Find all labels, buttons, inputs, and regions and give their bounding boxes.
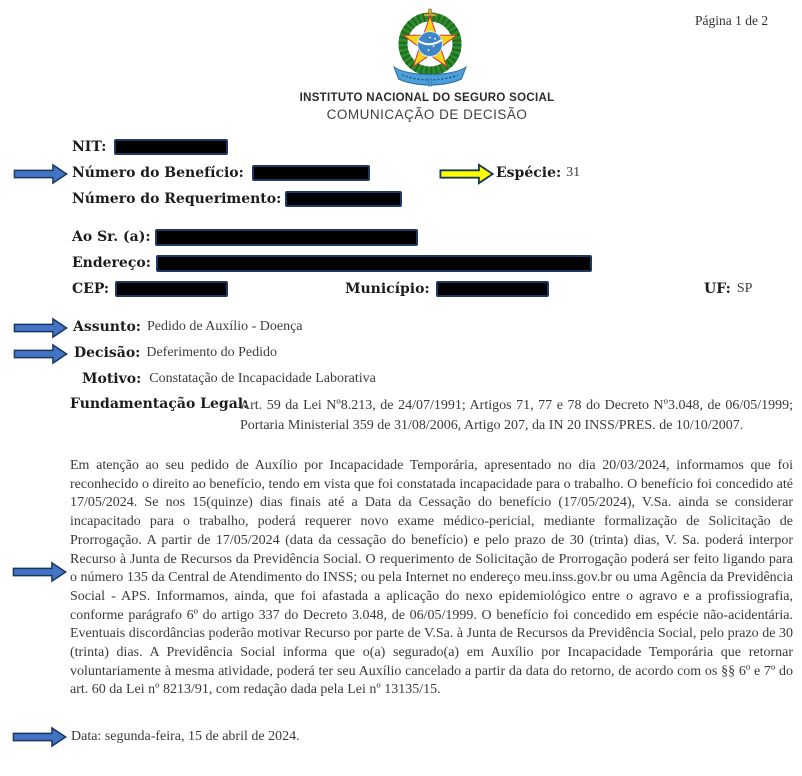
requerimento-row: [72, 190, 402, 208]
ao-sr-row: [72, 228, 418, 246]
fundamentacao-label: Fundamentação Legal:: [70, 396, 249, 412]
requerimento-redacted-value: [285, 191, 402, 207]
especie-group: [496, 164, 580, 182]
beneficio-row: [72, 164, 370, 182]
assunto-value: Pedido de Auxílio - Doença: [146, 319, 303, 334]
motivo-value: Constatação de Incapacidade Laborativa: [149, 371, 376, 386]
brazil-coat-of-arms-icon: [388, 8, 472, 88]
date-line: Data: segunda-feira, 15 de abril de 2024.: [71, 729, 300, 744]
municipio-redacted-value: [436, 281, 549, 297]
ao-sr-redacted-value: [155, 229, 418, 246]
assunto-label: Assunto:: [73, 319, 141, 335]
endereco-label: Endereço:: [72, 255, 151, 271]
motivo-row: [82, 370, 376, 388]
especie-label: Espécie:: [496, 165, 562, 181]
cep-redacted-value: [115, 281, 228, 297]
blue-arrow-icon-beneficio: [11, 163, 71, 185]
document-title: COMUNICAÇÃO DE DECISÃO: [326, 107, 528, 122]
uf-label: UF:: [704, 281, 731, 297]
blue-arrow-icon-decisao: [11, 343, 71, 365]
cep-group: [72, 280, 228, 298]
org-name: INSTITUTO NACIONAL DO SEGURO SOCIAL: [299, 92, 555, 104]
beneficio-redacted-value: [252, 165, 370, 181]
endereco-redacted-value: [156, 255, 592, 272]
cep-label: CEP:: [72, 281, 110, 297]
fundamentacao-text: Art. 59 da Lei Nº8.213, de 24/07/1991; Artigos 71, 77 e 78 do Decreto Nº3.048, de 06/05/1999; Portaria Ministerial 359 de 31/08/2006, Artigo 207, da IN 20 INSS/PRES. de 10/10/2007.: [240, 398, 793, 433]
municipio-label: Município:: [345, 281, 430, 297]
decisao-label: Decisão:: [74, 345, 141, 361]
body-paragraph: Em atenção ao seu pedido de Auxílio por Incapacidade Temporária, apresentado no dia 20/03/2024, informamos que foi reconhecido o direito ao benefício, tendo em vista que foi constatada incapacidade para o trabalho. O benefício foi concedido até 17/05/2024. Se nos 15(quinze) dias finais até a Data da Cessação do benefício (17/05/2024), V.Sa. ainda se considerar incapacitado para o trabalho, poderá requerer novo exame médico-pericial, mediante formalização de Solicitação de Prorrogação. A partir de 17/05/2024 (data da cessação do benefício) e pelo prazo de 30 (trinta) dias, V. Sa. poderá interpor Recurso à Junta de Recursos da Previdência Social. O requerimento de Solicitação de Prorrogação poderá ser feito ligando para o número 135 da Central de Atendimento do INSS; ou pela Internet no endereço meu.inss.gov.br ou uma Agência da Previdência Social - APS. Informamos, ainda, que foi afastada a aplicação do nexo epidemiológico entre o agravo e a profissiografia, conforme parágrafo 6º do artigo 337 do Decreto 3.048, de 06/05/1999. O benefício foi concedido em espécie não-acidentária. Eventuais discordâncias poderão motivar Recurso por parte de V.Sa. à Junta de Recursos da Previdência Social, pelo prazo de 30 (trinta) dias. A Previdência Social informa que o(a) segurado(a) em Auxílio por Incapacidade Temporária que retornar voluntariamente à mesma atividade, poderá ter seu Auxílio cancelado a partir da data do retorno, de acordo com os §§ 6º e 7º do art. 60 da Lei nº 8213/91, com redação dada pela Lei nº 13135/15.: [70, 458, 793, 698]
requerimento-label: Número do Requerimento:: [72, 191, 282, 207]
decisao-row: [74, 344, 277, 362]
decisao-value: Deferimento do Pedido: [146, 345, 277, 360]
blue-arrow-icon-assunto: [11, 317, 71, 339]
endereco-row: [72, 254, 592, 272]
municipio-group: [345, 280, 549, 298]
ao-sr-label: Ao Sr. (a):: [72, 229, 151, 245]
page-number: Página 1 de 2: [695, 13, 769, 28]
uf-value: SP: [736, 281, 753, 296]
assunto-row: [73, 318, 303, 336]
nit-label: NIT:: [72, 139, 107, 155]
nit-redacted-value: [114, 139, 228, 155]
uf-group: [704, 280, 752, 298]
especie-value: 31: [566, 165, 581, 180]
yellow-arrow-icon-especie: [437, 163, 497, 185]
beneficio-label: Número do Benefício:: [72, 165, 244, 181]
motivo-label: Motivo:: [82, 371, 142, 387]
nit-row: [72, 138, 228, 156]
blue-arrow-icon-body: [10, 561, 70, 583]
blue-arrow-icon-date: [10, 726, 70, 748]
